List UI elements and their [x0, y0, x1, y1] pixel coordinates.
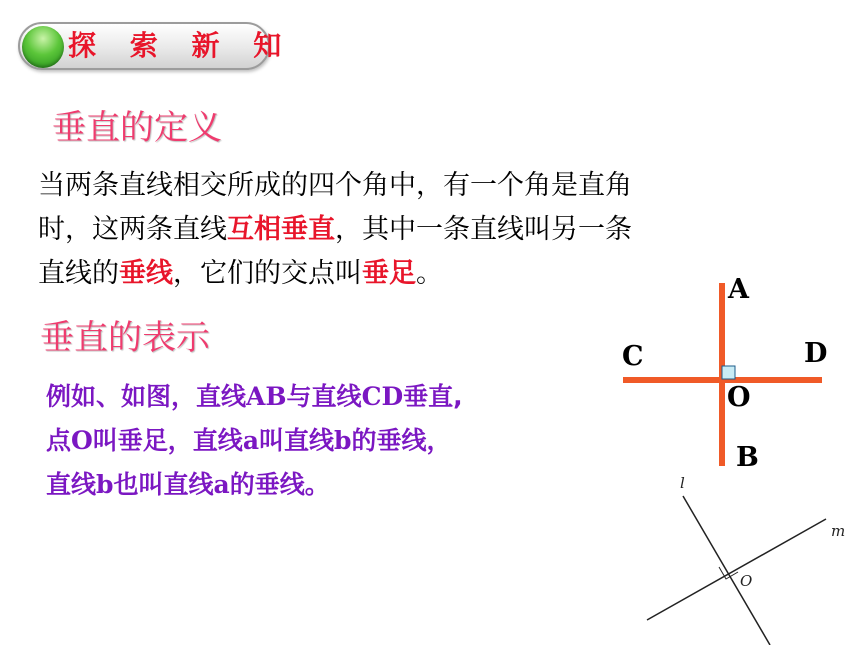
example-text: a	[213, 470, 230, 499]
figure-2-perpendicular	[647, 474, 845, 645]
example-text: 叫垂足，直线	[92, 426, 243, 455]
definition-heading: 垂直的定义	[52, 108, 222, 148]
term-mutually-perpendicular: 互相垂直	[227, 214, 335, 245]
label-m: m	[831, 522, 846, 540]
figure-1-perpendicular	[622, 274, 827, 473]
label-d: D	[804, 338, 828, 369]
label-c: C	[622, 341, 644, 372]
example-text: b	[96, 470, 114, 499]
label-o-small: O	[740, 572, 753, 590]
line-l	[683, 496, 770, 645]
example-text: 垂直,	[403, 382, 463, 411]
definition-text: 直线的	[38, 258, 119, 289]
line-m	[647, 519, 826, 620]
definition-text: 时，这两条直线	[38, 214, 227, 245]
example-text: 叫直线	[259, 426, 335, 455]
label-l: l	[680, 474, 685, 492]
example-text: CD	[361, 382, 404, 411]
example-text: b	[334, 426, 352, 455]
definition-text: ，它们的交点叫	[173, 258, 362, 289]
example-text: O	[71, 426, 93, 455]
example-text: 点	[46, 426, 72, 455]
example-text: 也叫直线	[113, 470, 214, 499]
representation-heading: 垂直的表示	[40, 318, 210, 358]
example-text: 例如、如图，直线	[46, 382, 247, 411]
example-text: AB	[246, 382, 287, 411]
example-text: 直线	[46, 470, 97, 499]
section-header-title: 探 索 新 知	[68, 29, 294, 62]
example-text: a	[242, 426, 260, 455]
label-o: O	[727, 382, 751, 413]
right-angle-marker	[722, 366, 735, 379]
example-text: 的垂线。	[229, 470, 330, 499]
label-a: A	[728, 274, 749, 305]
label-b: B	[736, 442, 759, 473]
example-text: 的垂线，	[351, 426, 452, 455]
definition-text: ，其中一条直线叫另一条	[335, 214, 632, 245]
example-text: 与直线	[286, 382, 362, 411]
definition-text: 。	[416, 258, 443, 289]
term-perpendicular-line: 垂线	[119, 258, 173, 289]
definition-line-1: 当两条直线相交所成的四个角中，有一个角是直角	[38, 170, 632, 201]
term-foot-of-perpendicular: 垂足	[362, 258, 416, 289]
